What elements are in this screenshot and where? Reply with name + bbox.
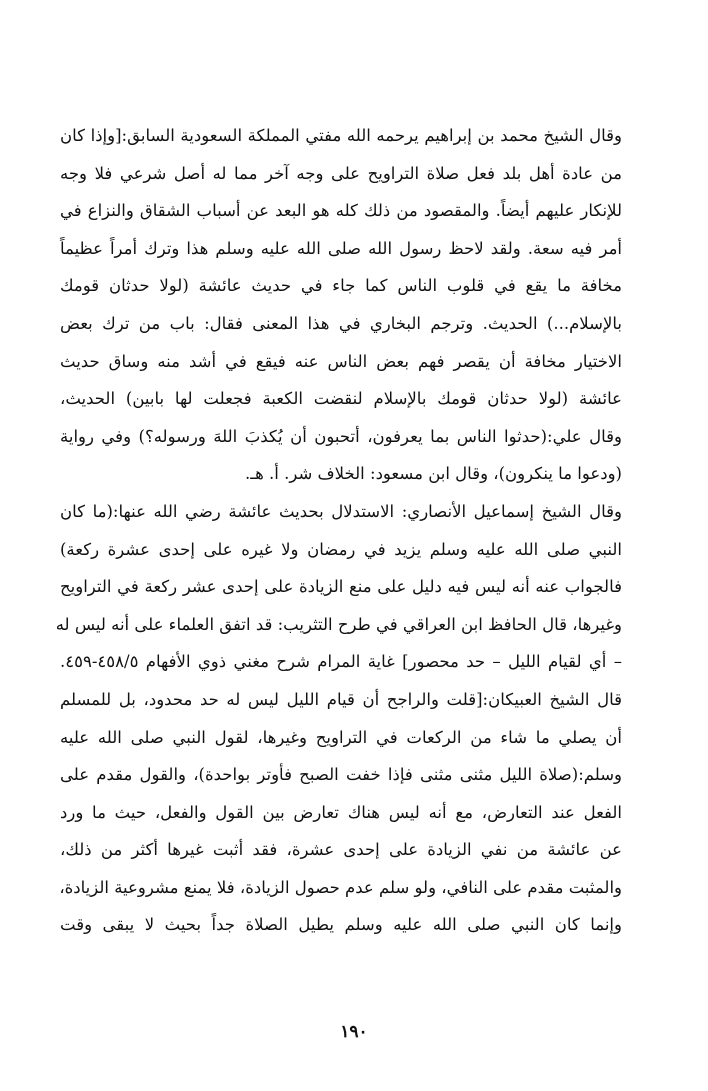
text-line: الفعل عند التعارض، مع أنه ليس هناك تعارض بين القول والفعل، حيث ما ورد — [60, 802, 622, 822]
text-line: وقال الشيخ إسماعيل الأنصاري: الاستدلال بحديث عائشة رضي الله عنها:(ما كان — [60, 501, 622, 521]
text-line: وغيرها، قال الحافظ ابن العراقي في طرح التثريب: قد اتفق العلماء على أنه ليس له — [55, 614, 622, 634]
text-line: عن عائشة من نفي الزيادة على إحدى عشرة، فقد أثبت غيرها أكثر من ذلك، — [60, 840, 622, 860]
text-line: والمثبت مقدم على النافي، ولو سلم عدم حصول الزيادة، فلا يمنع مشروعية الزيادة، — [59, 877, 622, 897]
text-line: – أي لقيام الليل – حد محصور] غاية المرام شرح مغني ذوي الأفهام ٤٥٨/٥-٤٥٩. — [60, 652, 622, 672]
body-text — [55, 117, 622, 944]
text-line: وقال علي:(حدثوا الناس بما يعرفون، أتحبون أن يُكذبَ اللهَ ورسوله؟) وفي رواية — [60, 426, 622, 446]
text-line: مخافة ما يقع في قلوب الناس كما جاء في حديث عائشة (لولا حدثان قومك — [60, 276, 622, 296]
text-line: وإنما كان النبي صلى الله عليه وسلم يطيل الصلاة جداً بحيث لا يبقى وقت — [60, 915, 622, 935]
text-line: من عادة أهل بلد فعل صلاة التراويح على وجه آخر مما له أصل شرعي فلا وجه — [60, 163, 622, 183]
text-line: فالجواب عنه أنه ليس فيه دليل على منع الزيادة على إحدى عشر ركعة في التراويح — [60, 577, 622, 597]
text-line: وقال الشيخ محمد بن إبراهيم يرحمه الله مفتي المملكة السعودية السابق:[وإذا كان — [60, 126, 622, 145]
text-line: النبي صلى الله عليه وسلم يزيد في رمضان ولا غيره على إحدى عشرة ركعة) — [60, 539, 622, 559]
text-line: للإنكار عليهم أيضاً. والمقصود من ذلك كله هو البعد عن أسباب الشقاق والنزاع في — [60, 201, 622, 221]
text-line: بالإسلام...) الحديث. وترجم البخاري في هذا المعنى فقال: باب من ترك بعض — [60, 313, 622, 333]
text-line: أن يصلي ما شاء من الركعات في التراويح وغيرها، لقول النبي صلى الله عليه — [60, 727, 622, 747]
text-line: أمر فيه سعة. ولقد لاحظ رسول الله صلى الله عليه وسلم هذا وترك أمراً عظيماً — [60, 238, 622, 258]
page-number: ١٩٠ — [340, 1022, 368, 1042]
text-line: قال الشيخ العبيكان:[قلت والراجح أن قيام الليل ليس له حد محدود، بل للمسلم — [60, 689, 622, 709]
text-line: الاختيار مخافة أن يقصر فهم بعض الناس عنه فيقع في أشد منه وساق حديث — [60, 351, 622, 371]
text-line: وسلم:(صلاة الليل مثنى مثنى فإذا خفت الصبح فأوتر بواحدة)، والقول مقدم على — [60, 765, 622, 785]
text-line: عائشة (لولا حدثان قومك بالإسلام لنقضت الكعبة فجعلت لها بابين) الحديث، — [60, 389, 622, 409]
text-line: (ودعوا ما ينكرون)، وقال ابن مسعود: الخلاف شر. أ. هـ. — [245, 464, 622, 484]
